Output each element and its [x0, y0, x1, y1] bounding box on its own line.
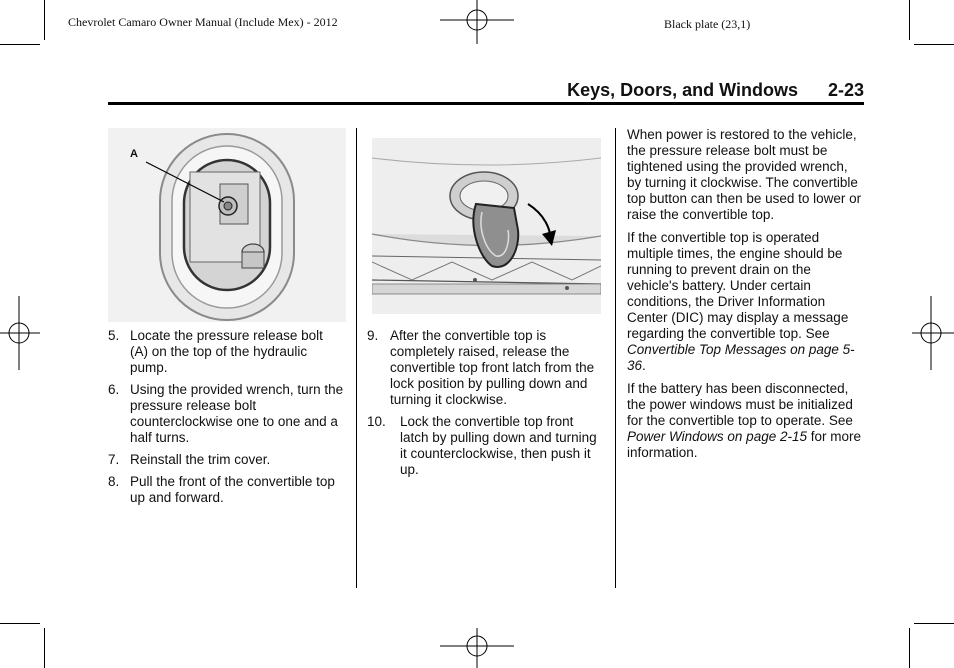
figure-pressure-release-bolt: [108, 128, 346, 322]
list-item: 10. Lock the convertible top front latch by pulling down and turning it counterclockwise, then push it up.: [367, 414, 597, 477]
registration-mark-top: [440, 0, 514, 44]
registration-mark-left: [0, 296, 40, 370]
crop-mark-bottom-left-h: [0, 623, 40, 624]
paragraph-battery-disconnected: If the battery has been disconnected, the power windows must be initialized for the convertible top to operate. See Power Windows on page 2-15 for more information.: [627, 381, 861, 460]
list-item: 9. After the convertible top is completely raised, release the convertible top front latch from the lock position by pulling down and turning it clockwise.: [367, 328, 595, 407]
figure-convertible-top-latch: [372, 138, 601, 314]
registration-mark-right: [912, 296, 954, 370]
column-2: [367, 328, 605, 484]
pump-illustration: [108, 128, 346, 322]
crop-mark-top-left-h: [0, 44, 40, 45]
column-1: [108, 328, 344, 512]
crop-mark-bottom-left-v: [44, 628, 45, 668]
paragraph-power-restored: When power is restored to the vehicle, the pressure release bolt must be tightened using the provided wrench, by turning it clockwise. The convertible top button can then be used to lower or raise the convertible top.: [627, 127, 862, 222]
column-3: [627, 127, 863, 468]
print-header-title: Chevrolet Camaro Owner Manual (Include Mex) - 2012: [68, 15, 338, 29]
list-item: 7. Reinstall the trim cover.: [108, 452, 271, 467]
latch-illustration: [372, 138, 601, 314]
cross-reference-link[interactable]: Convertible Top Messages on page 5-36: [627, 342, 855, 373]
page-number: 2-23: [827, 80, 864, 100]
column-divider-1: [356, 128, 357, 588]
cross-reference-link[interactable]: Power Windows on page 2-15: [627, 429, 807, 444]
crop-mark-top-right-v: [909, 0, 910, 40]
list-item: 8. Pull the front of the convertible top up and forward.: [108, 474, 335, 505]
crop-mark-bottom-right-h: [914, 623, 954, 624]
crop-mark-top-right-h: [914, 44, 954, 45]
registration-mark-bottom: [440, 628, 514, 668]
list-item: 6. Using the provided wrench, turn the pressure release bolt counterclockwise one to one and a half turns.: [108, 382, 344, 445]
column-divider-2: [615, 128, 616, 588]
paragraph-operated-multiple-times: If the convertible top is operated multiple times, the engine should be running to prevent drain on the vehicle's battery. Under certain conditions, the Driver Information Center (DIC) may display a message regarding the convertible top. See Convertible Top Messages on page 5-36.: [627, 230, 855, 373]
header-rule: [108, 102, 864, 105]
section-header: [567, 80, 864, 101]
crop-mark-top-left-v: [44, 0, 45, 40]
callout-label-a: A: [130, 148, 138, 160]
print-header-plate: Black plate (23,1): [664, 17, 751, 31]
crop-mark-bottom-right-v: [909, 628, 910, 668]
list-item: 5. Locate the pressure release bolt (A) on the top of the hydraulic pump.: [108, 328, 323, 375]
section-title: Keys, Doors, and Windows: [567, 80, 798, 100]
